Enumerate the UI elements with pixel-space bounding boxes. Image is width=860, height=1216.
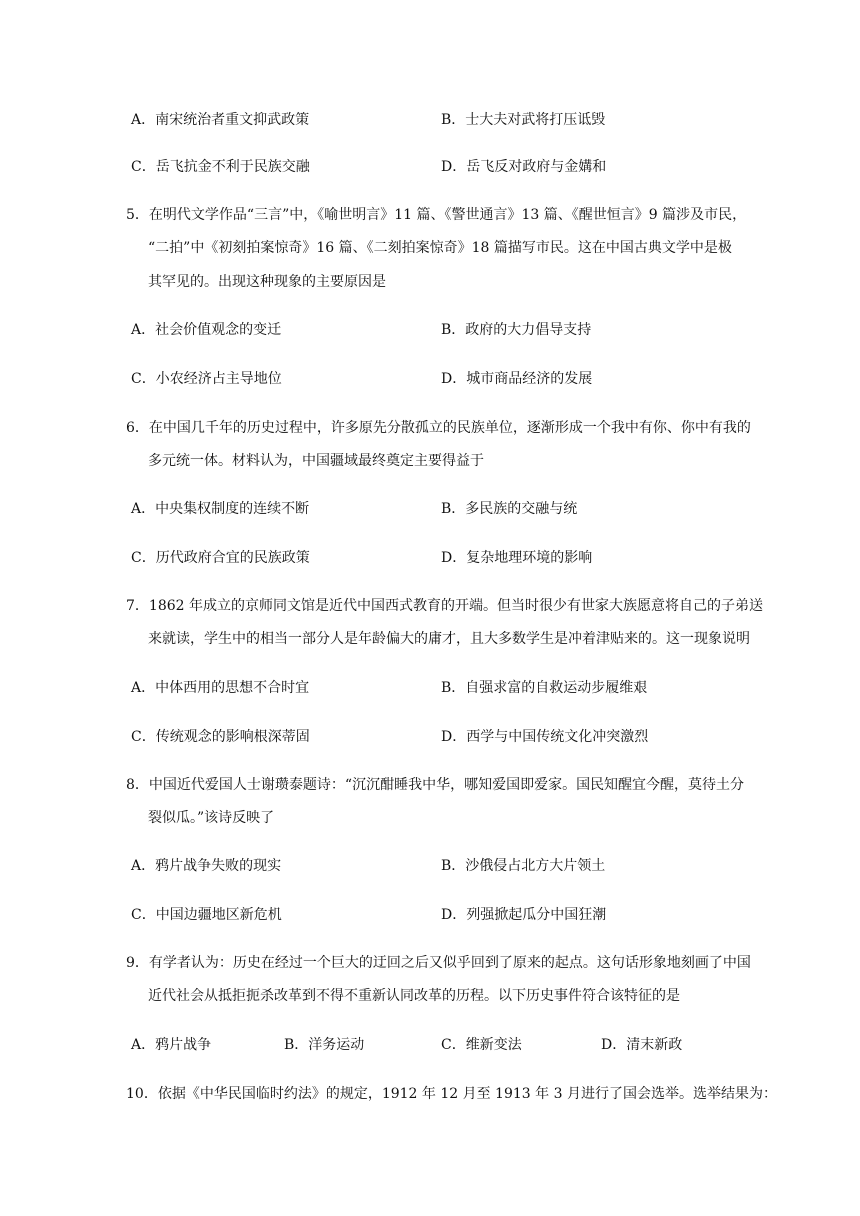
q6-option-d: D．复杂地理环境的影响 [441,550,593,566]
q8-option-d: D．列强掀起瓜分中国狂潮 [441,907,607,923]
q7-stem-line-2: 来就读，学生中的相当一部分人是年龄偏大的庸才，且大多数学生是冲着津贴来的。这一现象说明 [148,631,750,647]
q5-stem-line-2: “二拍”中《初刻拍案惊奇》16 篇、《二刻拍案惊奇》18 篇描写市民。这在中国古典文学中是极 [148,240,732,256]
q8-stem-line-1: 8．中国近代爱国人士谢瓒泰题诗：“沉沉酣睡我中华，哪知爱国即爱家。国民知醒宜今醒，莫待土分 [126,777,745,793]
q9-option-d: D．清末新政 [601,1037,683,1053]
q4-option-a: A．南宋统治者重文抑武政策 [131,112,310,128]
q6-stem-line-2: 多元统一体。材料认为，中国疆域最终奠定主要得益于 [148,453,484,469]
q5-option-d: D．城市商品经济的发展 [441,371,593,387]
q8-stem-line-2: 裂似瓜。”该诗反映了 [148,810,275,826]
q6-stem-line-1: 6．在中国几千年的历史过程中，许多原先分散孤立的民族单位，逐渐形成一个我中有你、你中有我的 [126,420,751,436]
q5-option-c: C．小农经济占主导地位 [131,371,282,387]
q7-option-b: B．自强求富的自救运动步履维艰 [441,680,648,696]
q9-option-a: A．鸦片战争 [131,1037,212,1053]
q8-option-c: C．中国边疆地区新危机 [131,907,282,923]
q4-option-b: B．士大夫对武将打压诋毁 [441,112,606,128]
q4-option-d: D．岳飞反对政府与金媾和 [441,159,607,175]
q4-option-c: C．岳飞抗金不利于民族交融 [131,159,310,175]
q5-option-b: B．政府的大力倡导支持 [441,322,592,338]
q9-option-c: C．维新变法 [441,1037,522,1053]
q9-stem-line-2: 近代社会从抵拒扼杀改革到不得不重新认同改革的历程。以下历史事件符合该特征的是 [148,988,680,1004]
q9-stem-line-1: 9．有学者认为：历史在经过一个巨大的迂回之后又似乎回到了原来的起点。这句话形象地刻画了中国 [126,955,751,971]
q7-stem-line-1: 7．1862 年成立的京师同文馆是近代中国西式教育的开端。但当时很少有世家大族愿意将自己的子弟送 [126,598,763,614]
q6-option-b: B．多民族的交融与统 [441,501,578,517]
q9-option-b: B．洋务运动 [284,1037,365,1053]
q6-option-c: C．历代政府合宜的民族政策 [131,550,310,566]
q7-option-d: D．西学与中国传统文化冲突激烈 [441,729,649,745]
q7-option-c: C．传统观念的影响根深蒂固 [131,729,310,745]
q5-stem-line-3: 其罕见的。出现这种现象的主要原因是 [148,274,386,290]
q5-stem-line-1: 5．在明代文学作品“三言”中，《喻世明言》11 篇、《警世通言》13 篇、《醒世恒言》9 篇涉及市民， [126,207,747,223]
q10-stem-line-1: 10．依据《中华民国临时约法》的规定，1912 年 12 月至 1913 年 3 月进行了国会选举。选举结果为： [126,1086,777,1102]
q5-option-a: A．社会价值观念的变迁 [131,322,282,338]
q7-option-a: A．中体西用的思想不合时宜 [131,680,310,696]
q8-option-a: A．鸦片战争失败的现实 [131,858,282,874]
q6-option-a: A．中央集权制度的连续不断 [131,501,310,517]
q8-option-b: B．沙俄侵占北方大片领土 [441,858,606,874]
